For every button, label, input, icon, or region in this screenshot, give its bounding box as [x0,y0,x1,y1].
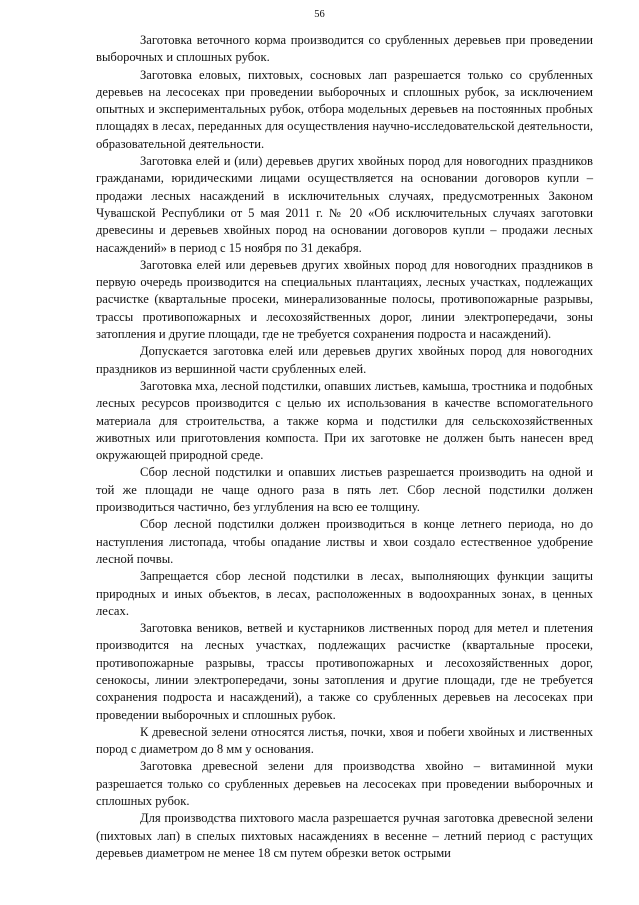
paragraph: Заготовка древесной зелени для производства хвойно – витаминной муки разрешается только со срубленных деревьев на лесосеках при проведении выборочных и сплошных рубок. [96,759,593,809]
paragraph: Заготовка веников, ветвей и кустарников лиственных пород для метел и плетения производится на лесных участках, подлежащих расчистке (квартальные просеки, противопожарные разрывы, трассы противопожарных и лесохозяйственных дорог, сенокосы, линии электропередачи, зоны затопления и другие площади, где не требуется сохранения подроста и насаждений), а также со срубленных деревьев на лесосеках при проведении выборочных и сплошных рубок. [96,621,593,722]
paragraph: Допускается заготовка елей или деревьев других хвойных пород для новогодних праздников из вершинной части срубленных елей. [96,344,593,376]
paragraph: К древесной зелени относятся листья, почки, хвоя и побеги хвойных и лиственных пород с диаметром до 8 мм у основания. [96,724,593,757]
paragraph: Сбор лесной подстилки и опавших листьев разрешается производить на одной и той же площади не чаще одного раза в пять лет. Сбор лесной подстилки должен производиться частично, без углубления на всю ее толщину. [96,465,593,515]
page-body [96,32,593,862]
paragraph: Заготовка елей или деревьев других хвойных пород для новогодних праздников в первую очередь производится на специальных плантациях, лесных участках, подлежащих расчистке (квартальные просеки, минерализованные полосы, противопожарные разрывы, трассы противопожарных и лесохозяйственных дорог, линии электропередачи, зоны затопления и другие площади, где не требуется сохранения подроста и насаждений). [96,257,593,342]
paragraph: Заготовка елей и (или) деревьев других хвойных пород для новогодних праздников гражданами, юридическими лицами осуществляется на основании договоров купли – продажи лесных насаждений в исключительных случаях, предусмотренных Законом Чувашской Республики от 5 мая 2011 г. № 20 «Об исключительных случаях заготовки древесины и деревьев хвойных пород на основании договоров купли – продажи лесных насаждений» в период с 15 ноября по 31 декабря. [96,154,593,255]
paragraph: Запрещается сбор лесной подстилки в лесах, выполняющих функции защиты природных и иных объектов, в лесах, расположенных в водоохранных зонах, в ценных лесах. [96,569,593,618]
paragraph: Заготовка веточного корма производится со срубленных деревьев при проведении выборочных и сплошных рубок. [96,33,593,65]
paragraph: Заготовка еловых, пихтовых, сосновых лап разрешается только со срубленных деревьев на лесосеках при проведении выборочных и сплошных рубок, за исключением опытных и экспериментальных рубок, отбора модельных деревьев на постоянных пробных площадях в лесах, переданных для осуществления научно-исследовательской деятельности, образовательной деятельности. [96,67,593,151]
paragraph: Сбор лесной подстилки должен производиться в конце летнего периода, но до наступления листопада, чтобы опадание листвы и хвои создало естественное удобрение лесной почвы. [96,517,593,566]
paragraph: Заготовка мха, лесной подстилки, опавших листьев, камыша, тростника и подобных лесных ресурсов производится с целью их использования в качестве вспомогательного материала для строительства, а также корма и подстилки для сельскохозяйственных животных или приготовления компоста. При их заготовке не должен быть нанесен вред окружающей природной среде. [96,378,593,463]
paragraph: Для производства пихтового масла разрешается ручная заготовка древесной зелени (пихтовых лап) в спелых пихтовых насаждениях в весенне – летний период с растущих деревьев диаметром не менее 18 см путем обрезки веток острыми [96,811,593,860]
page-number: 56 [314,9,325,20]
